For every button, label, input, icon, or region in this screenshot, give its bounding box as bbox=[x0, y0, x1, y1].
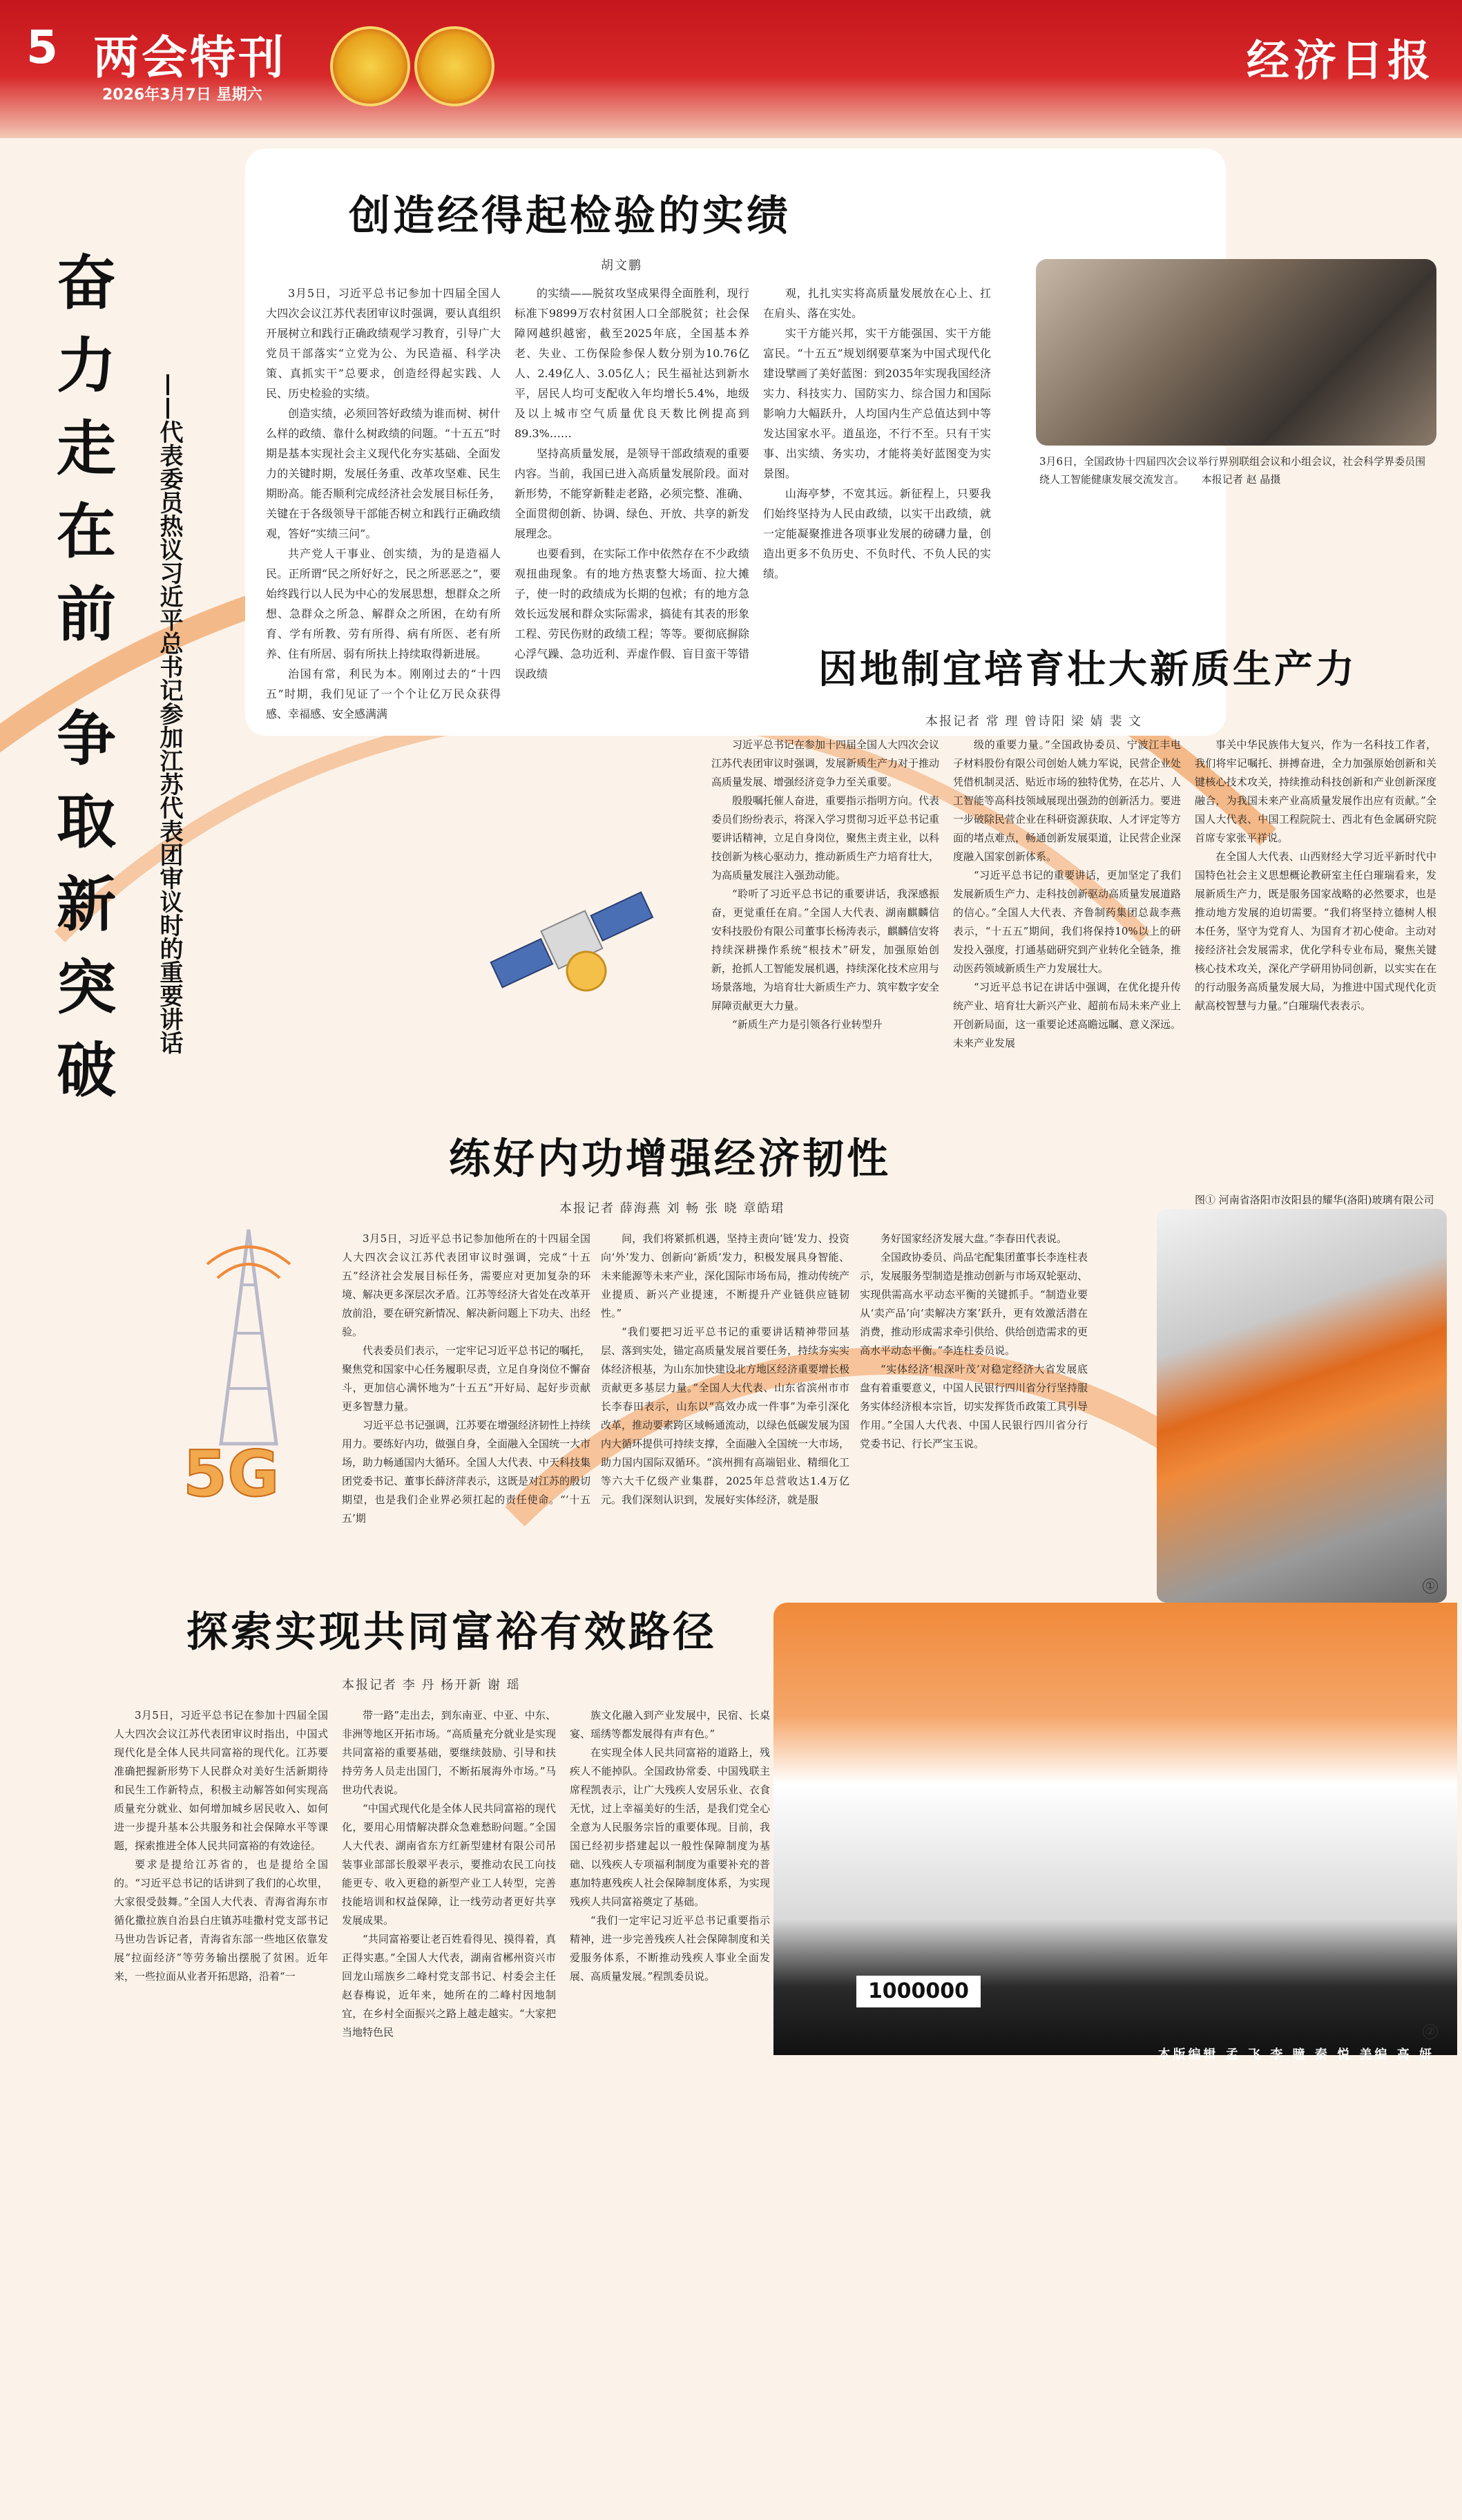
paragraph: 实干方能兴邦，实干方能强国、实干方能富民。“十五五”规划纲要草案为中国式现代化建设擘画了美好蓝图：到2035年实现我国经济实力、科技实力、国防实力、综合国力和国际影响力大幅跃升，人均国内生产总值达到中等发达国家水平。道虽迩，不行不至。只有干实事、出实绩、务实功，才能将美好蓝图变为实景图。 bbox=[763, 327, 991, 480]
paragraph: 级的重要力量。”全国政协委员、宁波江丰电子材料股份有限公司创始人姚力军说，民营企业处凭借机制灵活、贴近市场的独特优势，在芯片、人工智能等高科技领域展现出强劲的创新活力。要进一步破除民营企业在科研资源获取、人才评定等方面的堵点难点，畅通创新发展渠道，让民营企业深度融入国家创新体系。 bbox=[953, 738, 1181, 863]
page-number: 5 bbox=[26, 21, 58, 74]
satellite-icon bbox=[483, 877, 663, 1009]
caption-text: 3月6日，全国政协十四届四次会议举行界别联组会议和小组会议，社会科学界委员围绕人工智能健康发展交流发言。 bbox=[1039, 455, 1426, 486]
article3-title: 练好内功增强经济韧性 bbox=[449, 1135, 891, 1183]
national-emblem-icon bbox=[330, 26, 410, 106]
photo-car-factory bbox=[773, 1603, 1457, 2055]
paragraph: “我们要把习近平总书记的重要讲话精神带回基层、落到实处，锚定高质量发展首要任务，持续夯实实体经济根基，为山东加快建设北方地区经济重要增长极贡献更多基层力量。”全国人大代表、山东省滨州市市长李春田表示，山东以“高效办成一件事”为牵引深化改革，推动要素跨区域畅通流动，以绿色低碳发展为国内大循环提供可持续支撑，全面融入全国统一大市场，助力国内国际双循环。“滨州拥有高端铝业、精细化工等六大千亿级产业集群，2025年总营收达1.4万亿元。我们深刻认识到，发展好实体经济，就是服 bbox=[601, 1326, 849, 1506]
issue-date: 2026年3月7日 星期六 bbox=[102, 86, 262, 104]
license-plate: 1000000 bbox=[856, 1976, 981, 2007]
paragraph: 也要看到，在实际工作中依然存在不少政绩观扭曲现象。有的地方热衷整大场面、拉大摊子，使一时的政绩成为长期的包袱；有的地方急效长远发展和群众实际需求，搞徒有其表的形象工程、劳民伤财的政绩工程；等等。要彻底摒除心浮气躁、急功近利、弄虚作假、盲目蛮干等错误政绩 bbox=[514, 547, 749, 680]
paragraph: 殷殷嘱托催人奋进，重要指示指明方向。代表委员们纷纷表示，将深入学习贯彻习近平总书记重要讲话精神，立足自身岗位，聚焦主责主业，以科技创新为核心驱动力，推动新质生产力培育壮大，为高质量发展注入强劲动能。 bbox=[711, 794, 939, 881]
paragraph: 间，我们将紧抓机遇，坚持主责向‘链’发力、投资向‘外’发力、创新向‘新质’发力，积极发展具身智能、未来能源等未来产业，深化国际市场布局，推动传统产业提质、新兴产业提速，不断提升产业链供应链韧性。” bbox=[601, 1232, 849, 1319]
paragraph: 3月5日，习近平总书记在参加十四届全国人大四次会议江苏代表团审议时指出，中国式现代化是全体人民共同富裕的现代化。江苏要准确把握新形势下人民群众对美好生活新期待和民生工作新特点，积极主动解答如何实现高质量充分就业、如何增加城乡居民收入、如何进一步提升基本公共服务和社会保障水平等课题，探索推进全体人民共同富裕的有效途径。 bbox=[114, 1709, 328, 1852]
paragraph: 3月5日，习近平总书记参加他所在的十四届全国人大四次会议江苏代表团审议时强调，完成“十五五”经济社会发展目标任务，需要应对更加复杂的环境、解决更多深层次矛盾。江苏等经济大省处在改革开放前沿，要在研究新情况、解决新问题上下功夫、出经验。 bbox=[342, 1232, 590, 1338]
page-editors: 本版编辑 孟 飞 李 瞳 秦 悦 美编 高 妍 bbox=[1157, 2048, 1434, 2062]
commentary-title: 创造经得起检验的实绩 bbox=[349, 192, 791, 240]
article3-col-1 bbox=[342, 1230, 590, 1589]
paragraph: “新质生产力是引领各行业转型升 bbox=[732, 1018, 883, 1031]
paragraph: “实体经济‘根深叶茂’对稳定经济大省发展底盘有着重要意义，中国人民银行四川省分行坚持服务实体经济根本宗旨，切实发挥货币政策工具引导作用。”全国人大代表、中国人民银行四川省分行党委书记、行长严宝玉说。 bbox=[860, 1363, 1088, 1450]
title-char: 争 bbox=[57, 704, 116, 774]
paragraph: 全国政协委员、尚品宅配集团董事长李连柱表示，发展服务型制造是推动创新与市场双轮驱动、实现供需高水平动态平衡的关键抓手。“制造业要从‘卖产品’向‘卖解决方案’跃升，更有效激活潜在消费，推动形成需求牵引供给、供给创造需求的更高水平动态平衡。”李连柱委员说。 bbox=[860, 1251, 1088, 1357]
article4-col-3 bbox=[570, 1706, 770, 2065]
photo-meeting bbox=[1036, 259, 1436, 446]
paragraph: 习近平总书记在参加十四届全国人大四次会议江苏代表团审议时强调，发展新质生产力对于推动高质量发展、增强经济竞争力至关重要。 bbox=[711, 738, 939, 788]
paragraph: 共产党人干事业、创实绩，为的是造福人民。正所谓“民之所好好之，民之所恶恶之”，要始终践行以人民为中心的发展思想，想群众之所想、急群众之所急、解群众之所困，在幼有所育、学有所教、劳有所得、病有所医、老有所养、住有所居、弱有所扶上持续取得新进展。 bbox=[266, 547, 501, 660]
article2-byline: 本报记者 常 理 曾诗阳 梁 婧 裴 文 bbox=[925, 714, 1143, 729]
article4-col-2 bbox=[342, 1706, 556, 2065]
cppcc-emblem-icon bbox=[414, 26, 494, 106]
photo-meeting-caption bbox=[1039, 452, 1433, 488]
paragraph: “中国式现代化是全体人民共同富裕的现代化，要用心用情解决群众急难愁盼问题。”全国人大代表、湖南省东方红新型建材有限公司吊装事业部部长殷翠平表示，要推动农民工向技能更专、收入更稳的新型产业工人转型，完善技能培训和权益保障，让一线劳动者更好共享发展成果。 bbox=[342, 1802, 556, 1927]
paragraph: 带一路”走出去，到东南亚、中亚、中东、非洲等地区开拓市场。“高质量充分就业是实现共同富裕的重要基础，要继续鼓励、引导和扶持劳务人员走出国门，不断拓展海外市场。”马世功代表说。 bbox=[342, 1709, 556, 1796]
title-char: 破 bbox=[57, 1035, 116, 1105]
article2-title: 因地制宜培育壮大新质生产力 bbox=[818, 647, 1357, 692]
commentary-col-2 bbox=[514, 283, 749, 725]
paragraph: “共同富裕要让老百姓看得见、摸得着，真正得实惠。”全国人大代表，湖南省郴州资兴市回龙山瑶族乡二峰村党支部书记、村委会主任赵春梅说，近年来，她所在的二峰村因地制宜，在乡村全面振兴之路上越走越实。“大家把当地特色民 bbox=[342, 1933, 556, 2039]
photo-robot-arm bbox=[1157, 1209, 1447, 1603]
title-char: 取 bbox=[57, 787, 116, 857]
caption-fig1: 图① 河南省洛阳市汝阳县的耀华(洛阳)玻璃有限公司 bbox=[1195, 1194, 1434, 1206]
commentary-col-1 bbox=[266, 283, 501, 725]
paragraph: 族文化融入到产业发展中，民宿、长桌宴、瑶绣等都发展得有声有色。” bbox=[570, 1709, 770, 1740]
title-char: 在 bbox=[57, 497, 116, 566]
paragraph: 在全国人大代表、山西财经大学习近平新时代中国特色社会主义思想概论教研室主任白璀瑞看来，发展新质生产力，既是服务国家战略的必然要求，也是推动地方发展的迫切需要。“我们将坚持立德树人根本任务，坚守为党育人、为国育才初心使命。主动对接经济社会发展需求，优化学科专业布局，聚焦关键核心技术攻关，深化产学研用协同创新，以实实在在的行动服务高质量发展大局，为推进中国式现代化贡献高校智慧与力量。”白璀瑞代表表示。 bbox=[1195, 850, 1436, 1012]
article4-byline: 本报记者 李 丹 杨开新 谢 瑶 bbox=[342, 1678, 521, 1692]
paragraph: 观，扎扎实实将高质量发展放在心上、扛在肩头、落在实处。 bbox=[763, 287, 991, 320]
article3-col-3 bbox=[860, 1230, 1088, 1589]
title-char: 新 bbox=[57, 870, 116, 939]
paragraph: 代表委员们表示，一定牢记习近平总书记的嘱托，聚焦党和国家中心任务履职尽责，立足自身岗位不懈奋斗，更加信心满怀地为“十五五”开好局、起好步贡献更多智慧力量。 bbox=[342, 1344, 590, 1413]
paragraph: 山海亭梦，不宽其远。新征程上，只要我们始终坚持为人民由政绩，以实干出政绩，就一定能凝聚推进各项事业发展的磅礴力量，创造出更多不负历史、不负时代、不负人民的实绩。 bbox=[763, 487, 991, 580]
newspaper-logo: 经济日报 bbox=[1246, 35, 1434, 86]
article2-col-3 bbox=[1195, 736, 1436, 1185]
paragraph: 3月5日，习近平总书记参加十四届全国人大四次会议江苏代表团审议时强调，要认真组织开展树立和践行正确政绩观学习教育，引导广大党员干部落实“立党为公、为民造福、科学决策、真抓实干”总要求，创造经得起实践、人民、历史检验的实绩。 bbox=[266, 287, 501, 400]
article3-byline: 本报记者 薛海燕 刘 畅 张 晓 章皓珺 bbox=[559, 1201, 785, 1216]
paragraph: 在实现全体人民共同富裕的道路上，残疾人不能掉队。全国政协常委、中国残联主席程凯表示，让广大残疾人安居乐业、衣食无忧，过上幸福美好的生活，是我们党全心全意为人民服务宗旨的重要体现。目前，我国已经初步搭建起以一般性保障制度为基础、以残疾人专项福利制度为重要补充的普惠加特惠残疾人社会保障制度体系，为实现残疾人共同富裕奠定了基础。 bbox=[570, 1746, 770, 1908]
masthead bbox=[0, 0, 1462, 138]
article3-col-2 bbox=[601, 1230, 849, 1589]
paragraph: 治国有常，利民为本。刚刚过去的“十四五”时期，我们见证了一个个让亿万民众获得感、幸福感、安全感满满 bbox=[266, 667, 501, 720]
title-char: 奋 bbox=[57, 248, 116, 318]
lead-vertical-title bbox=[55, 242, 117, 1112]
paragraph: “习近平总书记在讲话中强调，在优化提升传统产业、培育壮大新兴产业、超前布局未来产业上开创新局面，这一重要论述高瞻远瞩、意义深远。未来产业发展 bbox=[953, 981, 1181, 1049]
title-char: 力 bbox=[57, 331, 116, 401]
article4-title: 探索实现共同富裕有效路径 bbox=[186, 1608, 717, 1657]
paragraph: 事关中华民族伟大复兴，作为一名科技工作者，我们将牢记嘱托、拼搏奋进，全力加强原始创新和关键核心技术攻关，持续推动科技创新和产业创新深度融合，为我国未来产业高质量发展作出应有贡献。”全国人大代表、中国工程院院士、西北有色金属研究院首席专家张平祥说。 bbox=[1195, 738, 1436, 844]
paragraph: 务好国家经济发展大盘。”李春田代表说。 bbox=[881, 1232, 1068, 1245]
paragraph: 坚持高质量发展，是领导干部政绩观的重要内容。当前，我国已进入高质量发展阶段。面对新形势，不能穿新鞋走老路，必须完整、准确、全面贯彻创新、协调、绿色、开放、共享的新发展理念。 bbox=[514, 447, 749, 540]
title-char: 前 bbox=[57, 580, 116, 649]
paragraph: 的实绩——脱贫攻坚成果得全面胜利，现行标准下9899万农村贫困人口全部脱贫；社会保障网越织越密，截至2025年底，全国基本养老、失业、工伤保险参保人数分别为10.76亿人、2.49亿人、3.05亿人；民生福祉达到新水平，居民人均可支配收入年均增长5.4%，地级及以上城市空气质量优良天数比例提高到89.3%…… bbox=[514, 287, 749, 440]
paragraph: 创造实绩，必须回答好政绩为谁而树、树什么样的政绩、靠什么树政绩的问题。“十五五”时期是基本实现社会主义现代化夯实基础、全面发力的关键时期，发展任务重、改革攻坚难、民生期盼高。能否顺利完成经济社会发展目标任务，关键在于各级领导干部能否树立和践行正确政绩观，答好“实绩三问”。 bbox=[266, 407, 501, 540]
figure-marker-2: ② bbox=[1423, 2024, 1438, 2039]
article2-col-1 bbox=[711, 736, 939, 1185]
column-name: 两会特刊 bbox=[93, 30, 287, 84]
paragraph: “我们一定牢记习近平总书记重要指示精神，进一步完善残疾人社会保障制度和关爱服务体系，不断推动残疾人事业全面发展、高质量发展。”程凯委员说。 bbox=[570, 1914, 770, 1983]
article2-col-2 bbox=[953, 736, 1181, 1185]
title-char: 突 bbox=[57, 953, 116, 1022]
paragraph: 习近平总书记强调，江苏要在增强经济韧性上持续用力。要练好内功，做强自身，全面融入全国统一大市场，助力畅通国内大循环。全国人大代表、中天科技集团党委书记、董事长薛济萍表示，这既是对江苏的殷切期望，也是我们企业界必须扛起的责任使命。“‘十五五’期 bbox=[342, 1419, 590, 1525]
figure-marker-1: ① bbox=[1423, 1578, 1438, 1594]
title-char: 走 bbox=[57, 414, 116, 484]
paragraph: 要求是提给江苏省的，也是提给全国的。“习近平总书记的话讲到了我们的心坎里，大家很受鼓舞。”全国人大代表、青海省海东市循化撒拉族自治县白庄镇苏哇撒村党支部书记马世功告诉记者，青海省东部一些地区依靠发展“拉面经济”等劳务输出摆脱了贫困。近年来，一些拉面从业者开拓思路，沿着“一 bbox=[114, 1858, 328, 1983]
paragraph: “习近平总书记的重要讲话，更加坚定了我们发展新质生产力、走科技创新驱动高质量发展道路的信心。”全国人大代表、齐鲁制药集团总裁李燕表示，“十五五”期间，我们将保持10%以上的研发投入强度，打通基础研究到产业转化全链条，推动医药领域新质生产力发展壮大。 bbox=[953, 869, 1181, 975]
5g-label: 5G bbox=[183, 1437, 280, 1511]
paragraph: “聆听了习近平总书记的重要讲话，我深感振奋，更觉重任在肩。”全国人大代表、湖南麒麟信安科技股份有限公司董事长杨涛表示，麒麟信安将持续深耕操作系统“根技术”研发，加强原始创新，抢抓人工智能发展机遇，持续深化技术应用与场景落地，为培育壮大新质生产力、筑牢数字安全屏障贡献更大力量。 bbox=[711, 888, 939, 1012]
lead-subtitle: ——代表委员热议习近平总书记参加江苏代表团审议时的重要讲话 bbox=[155, 373, 183, 1054]
commentary-author: 胡文鹏 bbox=[601, 258, 642, 273]
caption-credit: 本报记者 赵 晶摄 bbox=[1201, 473, 1281, 486]
commentary-col-3 bbox=[763, 283, 991, 594]
article4-col-1 bbox=[114, 1706, 328, 2065]
